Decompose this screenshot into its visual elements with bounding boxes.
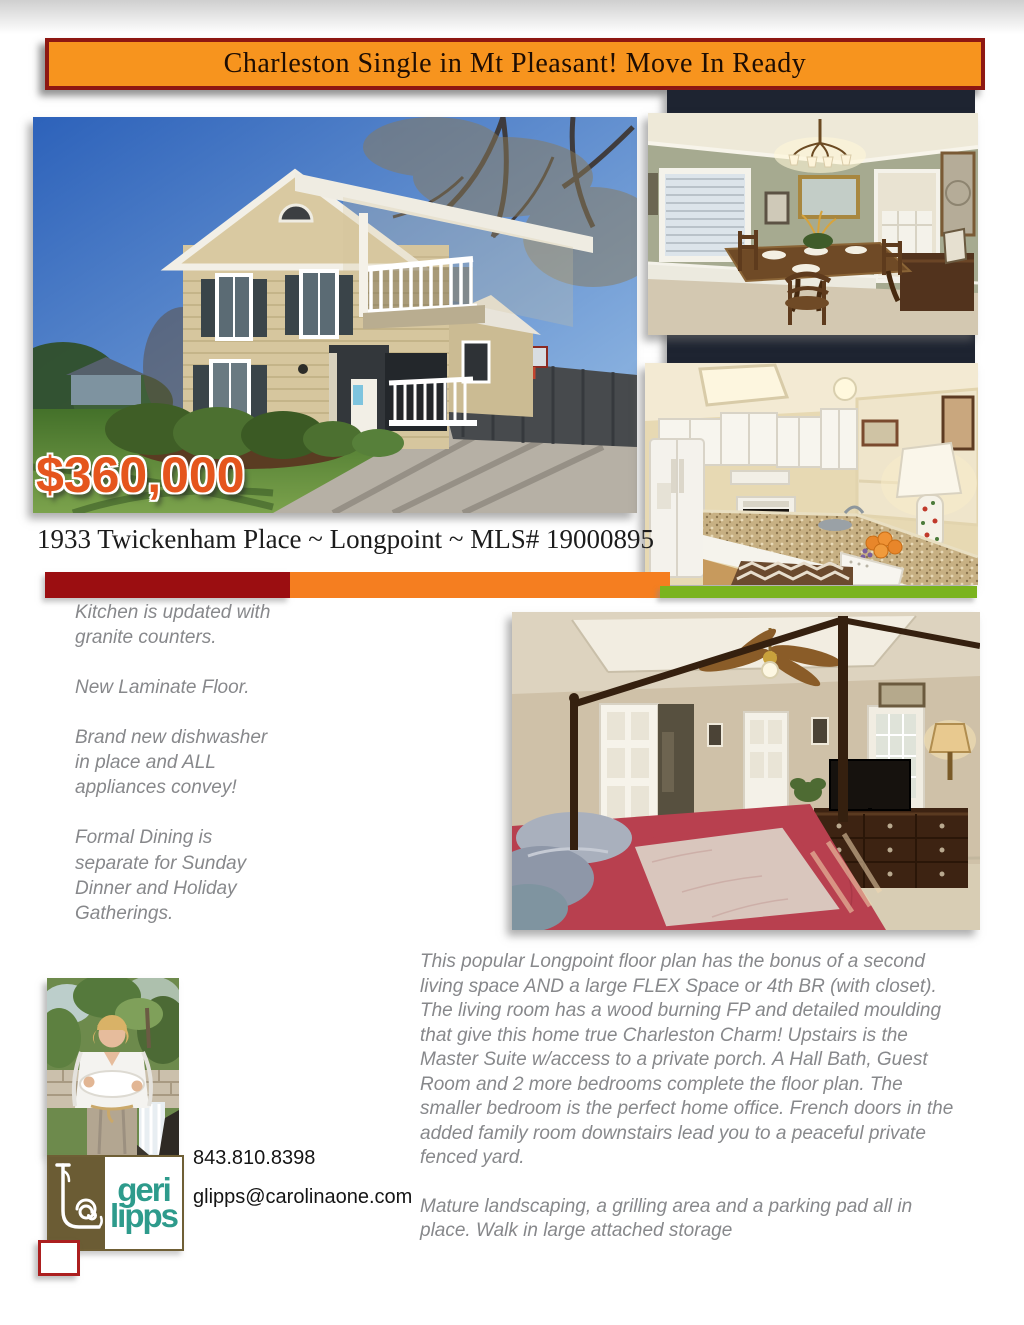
logo-last-name: lipps bbox=[109, 1197, 177, 1234]
description-paragraph-1: This popular Longpoint floor plan has the bonus of a second living space AND a large FLEX Space or 4th BR (with closet). The living room has a wood burning FP and detailed moulding that give this home true Charleston Charm! Upstairs is the Master Suite w/access to a private porch. A Hall Bath, Guest Room and 2 more bedrooms complete the floor plan. The smaller bedroom is the perfect home office. French doors in the added family room downstairs lead you to a peaceful private fenced yard. bbox=[420, 951, 954, 1168]
highlights-column bbox=[75, 600, 275, 951]
highlight-dining: Formal Dining is separate for Sunday Dinner and Holiday Gatherings. bbox=[75, 827, 247, 924]
logo-ornament-icon bbox=[49, 1157, 105, 1249]
brokerage-logo bbox=[47, 1155, 184, 1251]
highlight-floor: New Laminate Floor. bbox=[75, 677, 250, 699]
divider-bar-green bbox=[660, 586, 977, 598]
agent-photo-illustration bbox=[47, 978, 179, 1155]
title-text: Charleston Single in Mt Pleasant! Move In Ready bbox=[223, 48, 807, 79]
title-banner bbox=[45, 38, 985, 90]
dining-room-photo bbox=[648, 113, 978, 335]
agent-phone: 843.810.8398 bbox=[193, 1147, 316, 1169]
highlight-appliances: Brand new dishwasher in place and ALL appliances convey! bbox=[75, 727, 268, 799]
divider-bar-red bbox=[45, 572, 290, 598]
address-line: 1933 Twickenham Place ~ Longpoint ~ MLS# 19000895 bbox=[37, 524, 655, 554]
highlight-kitchen: Kitchen is updated with granite counters. bbox=[75, 602, 271, 649]
description-block bbox=[420, 950, 968, 1268]
kitchen-photo bbox=[645, 363, 978, 585]
dining-room-illustration bbox=[648, 113, 978, 335]
description-paragraph-2: Mature landscaping, a grilling area and a parking pad all in place. Walk in large attached storage bbox=[420, 1195, 913, 1241]
agent-email[interactable]: glipps@carolinaone.com bbox=[193, 1186, 413, 1208]
kitchen-illustration bbox=[645, 363, 978, 585]
divider-bar-orange bbox=[290, 572, 670, 598]
red-outline-square bbox=[38, 1240, 80, 1276]
bedroom-illustration bbox=[512, 612, 980, 930]
logo-first-name: geri bbox=[117, 1170, 170, 1208]
agent-photo bbox=[47, 978, 179, 1155]
bedroom-photo bbox=[512, 612, 980, 930]
logo-wordmark bbox=[105, 1157, 182, 1249]
price-overlay: $360,000 bbox=[36, 447, 245, 503]
